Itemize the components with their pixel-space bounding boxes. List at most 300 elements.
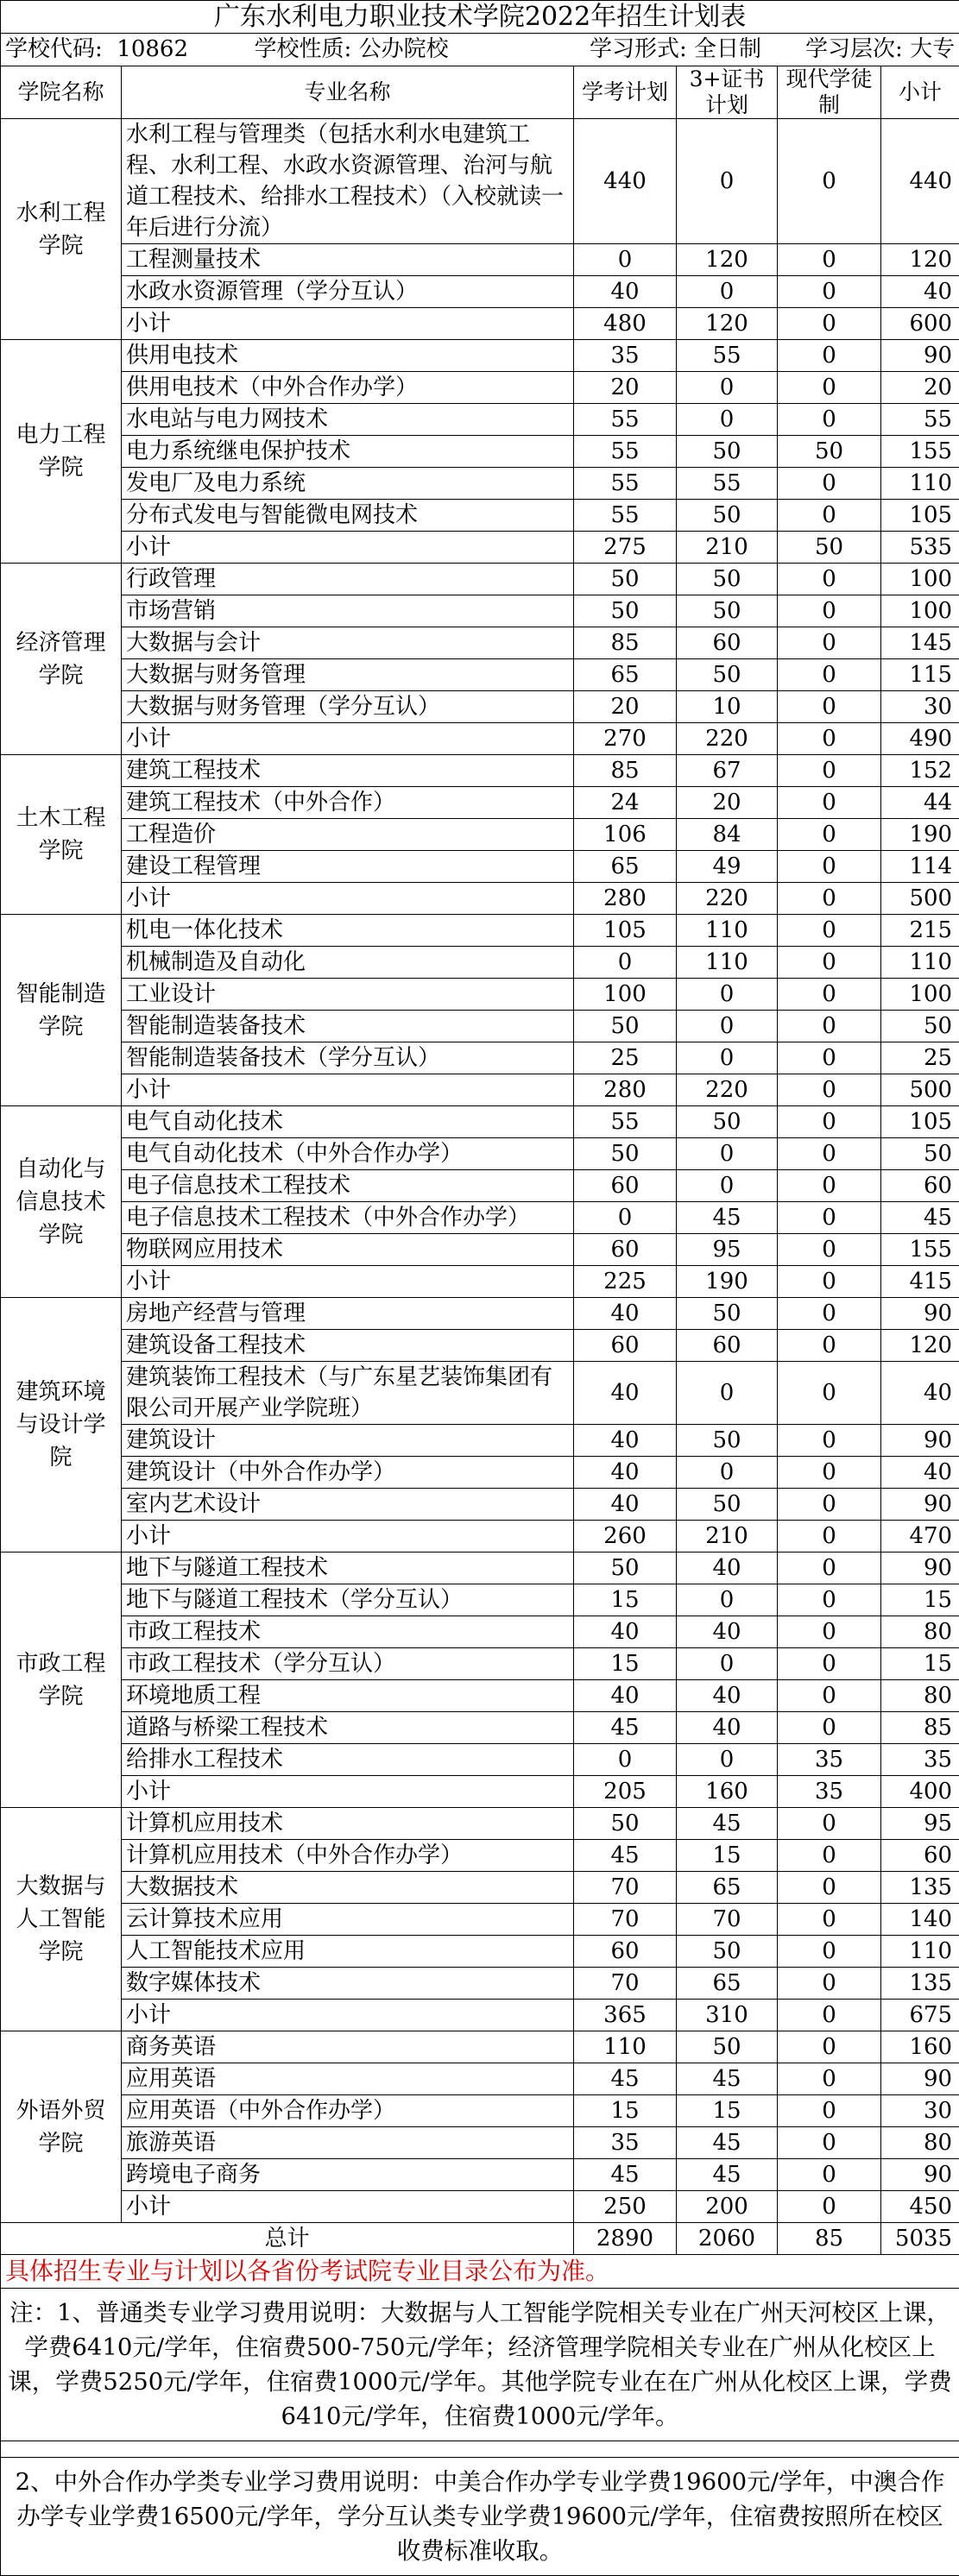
modern-apprentice: 0	[778, 119, 881, 244]
major-name: 供用电技术（中外合作办学）	[122, 372, 574, 404]
school-code-value: 10862	[117, 36, 188, 62]
major-name: 建设工程管理	[122, 851, 574, 883]
cert-plan: 50	[677, 564, 778, 595]
major-name: 小计	[122, 1266, 574, 1298]
subtotal: 535	[881, 532, 959, 564]
college-name: 土木工程学院	[1, 755, 122, 915]
cert-plan: 0	[677, 372, 778, 404]
subtotal: 25	[881, 1042, 959, 1074]
major-name: 地下与隧道工程技术	[122, 1553, 574, 1584]
major-name: 市政工程技术（学分互认）	[122, 1648, 574, 1680]
total-xk: 2890	[574, 2223, 677, 2255]
college-name: 智能制造学院	[1, 915, 122, 1106]
subtotal: 105	[881, 1106, 959, 1138]
xk-plan: 20	[574, 691, 677, 723]
cert-plan: 50	[677, 659, 778, 691]
table-row	[1, 372, 959, 404]
xk-plan: 55	[574, 468, 677, 500]
table-row	[1, 1936, 959, 1968]
subtotal: 160	[881, 2031, 959, 2063]
table-row	[1, 2127, 959, 2159]
xk-plan: 250	[574, 2191, 677, 2223]
school-nature: 学校性质: 公办院校	[255, 36, 449, 62]
modern-apprentice: 0	[778, 340, 881, 372]
major-name: 室内艺术设计	[122, 1489, 574, 1521]
table-row	[1, 1968, 959, 2000]
xk-plan: 225	[574, 1266, 677, 1298]
header-row	[1, 66, 959, 119]
subtotal: 15	[881, 1584, 959, 1616]
table-row	[1, 564, 959, 595]
modern-apprentice: 0	[778, 1011, 881, 1042]
subtotal: 40	[881, 1457, 959, 1489]
cert-plan: 10	[677, 691, 778, 723]
cert-plan: 110	[677, 947, 778, 979]
major-name: 水电站与电力网技术	[122, 404, 574, 436]
major-name: 智能制造装备技术	[122, 1011, 574, 1042]
cert-plan: 40	[677, 1616, 778, 1648]
modern-apprentice: 0	[778, 1936, 881, 1968]
major-name: 电子信息技术工程技术	[122, 1170, 574, 1202]
major-name: 建筑工程技术	[122, 755, 574, 787]
modern-apprentice: 0	[778, 883, 881, 915]
modern-apprentice: 0	[778, 1489, 881, 1521]
school-code	[1, 34, 574, 66]
cert-plan: 49	[677, 851, 778, 883]
cert-plan: 65	[677, 1872, 778, 1904]
header-major: 专业名称	[122, 66, 574, 119]
table-row	[1, 2063, 959, 2095]
major-name: 房地产经营与管理	[122, 1298, 574, 1330]
modern-apprentice: 0	[778, 1968, 881, 2000]
xk-plan: 205	[574, 1776, 677, 1808]
subtotal: 490	[881, 723, 959, 755]
xk-plan: 15	[574, 2095, 677, 2127]
table-row	[1, 1904, 959, 1936]
xk-plan: 40	[574, 1489, 677, 1521]
modern-apprentice: 0	[778, 627, 881, 659]
cert-plan: 190	[677, 1266, 778, 1298]
modern-apprentice: 0	[778, 1808, 881, 1840]
xk-plan: 50	[574, 595, 677, 627]
xk-plan: 25	[574, 1042, 677, 1074]
table-row	[1, 1425, 959, 1457]
major-name: 行政管理	[122, 564, 574, 595]
subtotal: 60	[881, 1170, 959, 1202]
major-name: 计算机应用技术	[122, 1808, 574, 1840]
modern-apprentice: 0	[778, 1202, 881, 1234]
total-sub: 5035	[881, 2223, 959, 2255]
table-row	[1, 787, 959, 819]
modern-apprentice: 0	[778, 787, 881, 819]
major-name: 小计	[122, 1521, 574, 1553]
xk-plan: 280	[574, 883, 677, 915]
modern-apprentice: 0	[778, 1872, 881, 1904]
cert-plan: 310	[677, 2000, 778, 2031]
table-row	[1, 436, 959, 468]
subtotal: 85	[881, 1712, 959, 1744]
subtotal-row	[1, 2191, 959, 2223]
cert-plan: 200	[677, 2191, 778, 2223]
cert-plan: 0	[677, 1584, 778, 1616]
xk-plan: 35	[574, 340, 677, 372]
cert-plan: 55	[677, 468, 778, 500]
cert-plan: 0	[677, 276, 778, 308]
cert-plan: 50	[677, 2031, 778, 2063]
subtotal: 15	[881, 1648, 959, 1680]
major-name: 工业设计	[122, 979, 574, 1011]
subtotal: 44	[881, 787, 959, 819]
cert-plan: 160	[677, 1776, 778, 1808]
subtotal: 90	[881, 1425, 959, 1457]
subtotal: 90	[881, 1553, 959, 1584]
subtotal: 110	[881, 468, 959, 500]
major-name: 大数据与财务管理	[122, 659, 574, 691]
table-row	[1, 1489, 959, 1521]
subtotal: 450	[881, 2191, 959, 2223]
xk-plan: 55	[574, 1106, 677, 1138]
cert-plan: 210	[677, 1521, 778, 1553]
xk-plan: 55	[574, 404, 677, 436]
modern-apprentice: 0	[778, 755, 881, 787]
table-row	[1, 2095, 959, 2127]
cert-plan: 84	[677, 819, 778, 851]
subtotal: 95	[881, 1808, 959, 1840]
modern-apprentice: 0	[778, 1106, 881, 1138]
major-name: 人工智能技术应用	[122, 1936, 574, 1968]
subtotal: 20	[881, 372, 959, 404]
subtotal: 152	[881, 755, 959, 787]
modern-apprentice: 0	[778, 2095, 881, 2127]
modern-apprentice: 0	[778, 691, 881, 723]
xk-plan: 50	[574, 564, 677, 595]
subtotal-row	[1, 723, 959, 755]
major-name: 机械制造及自动化	[122, 947, 574, 979]
major-name: 旅游英语	[122, 2127, 574, 2159]
major-name: 数字媒体技术	[122, 1968, 574, 2000]
subtotal: 90	[881, 1489, 959, 1521]
college-name: 自动化与信息技术学院	[1, 1106, 122, 1298]
cert-plan: 95	[677, 1234, 778, 1266]
modern-apprentice: 0	[778, 659, 881, 691]
total-cert: 2060	[677, 2223, 778, 2255]
xk-plan: 365	[574, 2000, 677, 2031]
cert-plan: 55	[677, 340, 778, 372]
header-subtotal: 小计	[881, 66, 959, 119]
subtotal: 135	[881, 1968, 959, 2000]
subtotal: 90	[881, 2159, 959, 2191]
modern-apprentice: 0	[778, 404, 881, 436]
cert-plan: 45	[677, 1808, 778, 1840]
table-row	[1, 1553, 959, 1584]
table-row	[1, 1234, 959, 1266]
xk-plan: 15	[574, 1648, 677, 1680]
modern-apprentice: 0	[778, 2031, 881, 2063]
cert-plan: 220	[677, 723, 778, 755]
xk-plan: 275	[574, 532, 677, 564]
table-row	[1, 1808, 959, 1840]
cert-plan: 50	[677, 1489, 778, 1521]
modern-apprentice: 0	[778, 1170, 881, 1202]
modern-apprentice: 0	[778, 1266, 881, 1298]
xk-plan: 35	[574, 2127, 677, 2159]
subtotal: 60	[881, 1840, 959, 1872]
cert-plan: 15	[677, 2095, 778, 2127]
table-row	[1, 1616, 959, 1648]
xk-plan: 105	[574, 915, 677, 947]
subtotal: 415	[881, 1266, 959, 1298]
cert-plan: 220	[677, 883, 778, 915]
cert-plan: 50	[677, 1106, 778, 1138]
subtotal: 114	[881, 851, 959, 883]
table-row	[1, 2031, 959, 2063]
subtotal: 50	[881, 1011, 959, 1042]
major-name: 电力系统继电保护技术	[122, 436, 574, 468]
college-name: 大数据与人工智能学院	[1, 1808, 122, 2031]
table-row	[1, 2159, 959, 2191]
modern-apprentice: 0	[778, 1234, 881, 1266]
major-name: 小计	[122, 532, 574, 564]
subtotal: 80	[881, 1680, 959, 1712]
modern-apprentice: 0	[778, 1712, 881, 1744]
major-name: 给排水工程技术	[122, 1744, 574, 1776]
table-row	[1, 1138, 959, 1170]
subtotal: 110	[881, 947, 959, 979]
table-row	[1, 915, 959, 947]
xk-plan: 50	[574, 1138, 677, 1170]
modern-apprentice: 0	[778, 276, 881, 308]
xk-plan: 45	[574, 2159, 677, 2191]
cert-plan: 45	[677, 2127, 778, 2159]
subtotal: 30	[881, 2095, 959, 2127]
cert-plan: 0	[677, 1457, 778, 1489]
xk-plan: 40	[574, 276, 677, 308]
cert-plan: 0	[677, 1138, 778, 1170]
modern-apprentice: 0	[778, 595, 881, 627]
modern-apprentice: 0	[778, 1074, 881, 1106]
xk-plan: 55	[574, 436, 677, 468]
modern-apprentice: 0	[778, 2127, 881, 2159]
subtotal: 90	[881, 340, 959, 372]
xk-plan: 260	[574, 1521, 677, 1553]
modern-apprentice: 0	[778, 1457, 881, 1489]
table-row	[1, 1106, 959, 1138]
major-name: 环境地质工程	[122, 1680, 574, 1712]
major-name: 市场营销	[122, 595, 574, 627]
cert-plan: 0	[677, 1648, 778, 1680]
modern-apprentice: 0	[778, 979, 881, 1011]
xk-plan: 50	[574, 1011, 677, 1042]
major-name: 机电一体化技术	[122, 915, 574, 947]
table-row	[1, 1362, 959, 1425]
modern-apprentice: 0	[778, 500, 881, 532]
xk-plan: 106	[574, 819, 677, 851]
header-modern: 现代学徒制	[778, 66, 881, 119]
cert-plan: 50	[677, 500, 778, 532]
xk-plan: 85	[574, 755, 677, 787]
cert-plan: 40	[677, 1553, 778, 1584]
subtotal: 100	[881, 564, 959, 595]
modern-apprentice: 0	[778, 1648, 881, 1680]
table-row	[1, 1872, 959, 1904]
table-row	[1, 1648, 959, 1680]
cert-plan: 45	[677, 2063, 778, 2095]
subtotal-row	[1, 308, 959, 340]
cert-plan: 0	[677, 1042, 778, 1074]
major-name: 电气自动化技术（中外合作办学）	[122, 1138, 574, 1170]
table-row	[1, 119, 959, 244]
table-row	[1, 979, 959, 1011]
fee-note-1: 注：1、普通类专业学习费用说明：大数据与人工智能学院相关专业在广州天河校区上课，学费6410元/学年，住宿费500-750元/学年；经济管理学院相关专业在广州从化校区上课，学费5250元/学年，住宿费1000元/学年。其他学院专业在在广州从化校区上课，学费6410元/学年，住宿费1000元/学年。	[1, 2289, 959, 2441]
major-name: 应用英语	[122, 2063, 574, 2095]
major-name: 供用电技术	[122, 340, 574, 372]
cert-plan: 0	[677, 1744, 778, 1776]
major-name: 云计算技术应用	[122, 1904, 574, 1936]
xk-plan: 70	[574, 1872, 677, 1904]
subtotal: 135	[881, 1872, 959, 1904]
subtotal: 440	[881, 119, 959, 244]
notice-red: 具体招生专业与计划以各省份考试院专业目录公布为准。	[1, 2255, 959, 2289]
modern-apprentice: 0	[778, 244, 881, 276]
xk-plan: 40	[574, 1616, 677, 1648]
xk-plan: 60	[574, 1330, 677, 1362]
major-name: 建筑设计（中外合作办学）	[122, 1457, 574, 1489]
table-row	[1, 1680, 959, 1712]
cert-plan: 70	[677, 1904, 778, 1936]
major-name: 小计	[122, 308, 574, 340]
college-name: 电力工程学院	[1, 340, 122, 564]
study-level: 学习层次: 大专	[778, 34, 959, 66]
xk-plan: 440	[574, 119, 677, 244]
subtotal: 500	[881, 1074, 959, 1106]
cert-plan: 220	[677, 1074, 778, 1106]
subtotal: 600	[881, 308, 959, 340]
note-spacer	[1, 2441, 959, 2458]
cert-plan: 50	[677, 595, 778, 627]
header-cert: 3+证书计划	[677, 66, 778, 119]
header-xk: 学考计划	[574, 66, 677, 119]
subtotal-row	[1, 532, 959, 564]
xk-plan: 40	[574, 1425, 677, 1457]
major-name: 小计	[122, 2191, 574, 2223]
subtotal: 110	[881, 1936, 959, 1968]
subtotal: 120	[881, 244, 959, 276]
sheet-title: 广东水利电力职业技术学院2022年招生计划表	[1, 1, 959, 34]
subtotal: 105	[881, 500, 959, 532]
major-name: 建筑设备工程技术	[122, 1330, 574, 1362]
subtotal: 50	[881, 1138, 959, 1170]
xk-plan: 24	[574, 787, 677, 819]
subtotal-row	[1, 1521, 959, 1553]
modern-apprentice: 0	[778, 1330, 881, 1362]
table-row	[1, 276, 959, 308]
table-row	[1, 1202, 959, 1234]
table-row	[1, 595, 959, 627]
subtotal: 190	[881, 819, 959, 851]
subtotal: 675	[881, 2000, 959, 2031]
table-row	[1, 340, 959, 372]
modern-apprentice: 0	[778, 564, 881, 595]
college-name: 建筑环境与设计学院	[1, 1298, 122, 1553]
modern-apprentice: 0	[778, 1584, 881, 1616]
major-name: 大数据与财务管理（学分互认）	[122, 691, 574, 723]
table-row	[1, 947, 959, 979]
modern-apprentice: 0	[778, 915, 881, 947]
xk-plan: 15	[574, 1584, 677, 1616]
xk-plan: 50	[574, 1808, 677, 1840]
cert-plan: 0	[677, 1170, 778, 1202]
modern-apprentice: 0	[778, 2159, 881, 2191]
school-code-label: 学校代码:	[5, 36, 103, 62]
subtotal: 115	[881, 659, 959, 691]
table-row	[1, 404, 959, 436]
major-name: 商务英语	[122, 2031, 574, 2063]
subtotal: 500	[881, 883, 959, 915]
modern-apprentice: 0	[778, 308, 881, 340]
major-name: 电气自动化技术	[122, 1106, 574, 1138]
modern-apprentice: 0	[778, 1138, 881, 1170]
subtotal: 40	[881, 1362, 959, 1425]
modern-apprentice: 0	[778, 1904, 881, 1936]
xk-plan: 40	[574, 1298, 677, 1330]
xk-plan: 50	[574, 1553, 677, 1584]
major-name: 小计	[122, 723, 574, 755]
major-name: 建筑装饰工程技术（与广东星艺装饰集团有限公司开展产业学院班）	[122, 1362, 574, 1425]
major-name: 物联网应用技术	[122, 1234, 574, 1266]
subtotal-row	[1, 1266, 959, 1298]
modern-apprentice: 0	[778, 1840, 881, 1872]
modern-apprentice: 0	[778, 947, 881, 979]
table-row	[1, 1457, 959, 1489]
major-name: 跨境电子商务	[122, 2159, 574, 2191]
table-row	[1, 500, 959, 532]
subtotal: 100	[881, 979, 959, 1011]
xk-plan: 70	[574, 1968, 677, 2000]
xk-plan: 40	[574, 1457, 677, 1489]
xk-plan: 20	[574, 372, 677, 404]
subtotal: 400	[881, 1776, 959, 1808]
xk-plan: 70	[574, 1904, 677, 1936]
major-name: 应用英语（中外合作办学）	[122, 2095, 574, 2127]
table-row	[1, 755, 959, 787]
table-row	[1, 627, 959, 659]
cert-plan: 65	[677, 1968, 778, 2000]
modern-apprentice: 50	[778, 436, 881, 468]
study-form: 学习形式: 全日制	[574, 34, 778, 66]
subtotal: 90	[881, 1298, 959, 1330]
table-row	[1, 819, 959, 851]
modern-apprentice: 0	[778, 723, 881, 755]
modern-apprentice: 0	[778, 2191, 881, 2223]
modern-apprentice: 0	[778, 2063, 881, 2095]
xk-plan: 60	[574, 1170, 677, 1202]
table-row	[1, 659, 959, 691]
college-name: 水利工程学院	[1, 119, 122, 340]
subtotal: 35	[881, 1744, 959, 1776]
modern-apprentice: 0	[778, 1680, 881, 1712]
cert-plan: 0	[677, 404, 778, 436]
cert-plan: 0	[677, 1011, 778, 1042]
table-row	[1, 1011, 959, 1042]
xk-plan: 45	[574, 1712, 677, 1744]
major-name: 小计	[122, 2000, 574, 2031]
cert-plan: 20	[677, 787, 778, 819]
subtotal: 155	[881, 1234, 959, 1266]
cert-plan: 40	[677, 1712, 778, 1744]
subtotal: 155	[881, 436, 959, 468]
modern-apprentice: 0	[778, 1425, 881, 1457]
modern-apprentice: 0	[778, 851, 881, 883]
